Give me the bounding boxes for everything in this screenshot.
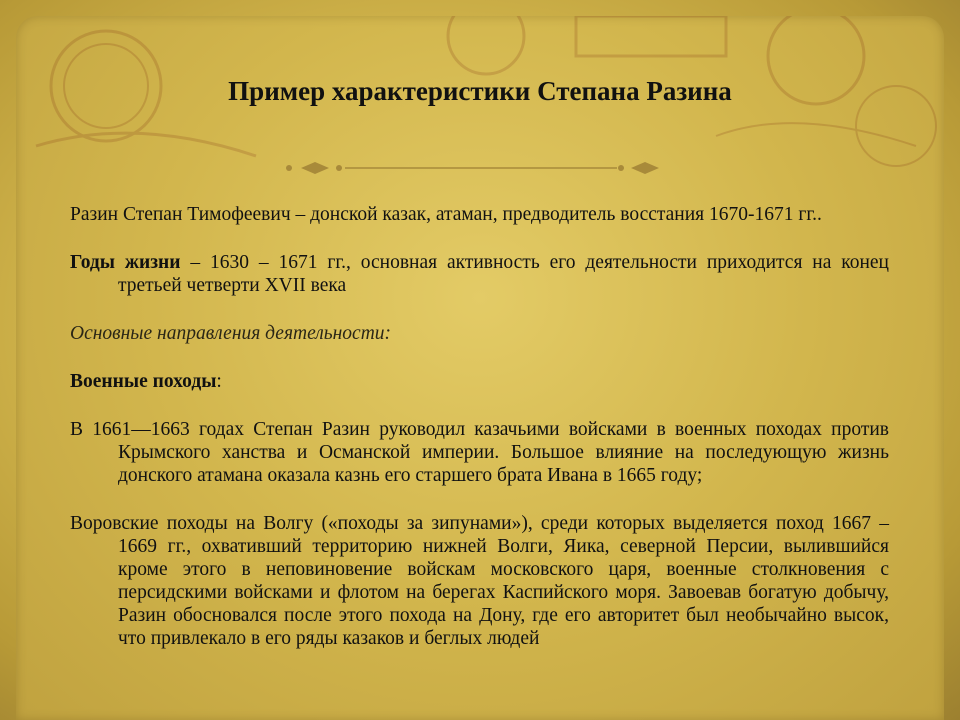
paragraph-intro: Разин Степан Тимофеевич – донской казак, атаман, предводитель восстания 1670-1671 гг.. [70, 204, 822, 225]
paragraph-campaigns-heading [70, 370, 889, 393]
slide-title: Пример характеристики Степана Разина [228, 76, 732, 106]
paragraph-years [70, 251, 889, 297]
years-text: – 1630 – 1671 гг., основная активность его деятельности приходится на конец третьей четверти XVII века [118, 252, 889, 296]
paragraph-directions: Основные направления деятельности: [70, 323, 392, 344]
campaigns-label: Военные походы [70, 371, 217, 392]
paragraph-campaigns-1661: В 1661—1663 годах Степан Разин руководил казачьими войсками в военных походах против Крымского ханства и Османской империи. Большое влияние на последующую жизнь донского атамана оказала казнь его старшего брата Ивана в 1665 году; [70, 419, 889, 486]
years-label: Годы жизни [70, 252, 181, 273]
campaigns-colon: : [216, 371, 222, 392]
paragraph-volga: Воровские походы на Волгу («походы за зипунами»), среди которых выделяется поход 1667 – 1669 гг., охвативший территорию нижней Волги, Яика, северной Персии, вылившийся кроме этого в неповиновение войскам московского царя, военные столкновения с персидскими войсками и флотом на берегах Каспийского моря. Завоевав богатую добычу, Разин обосновался после этого похода на Дону, где его авторитет был необычайно высок, что привлекало в его ряды казаков и беглых людей [70, 513, 889, 649]
slide-body [70, 203, 889, 675]
ornamental-divider [283, 158, 663, 178]
